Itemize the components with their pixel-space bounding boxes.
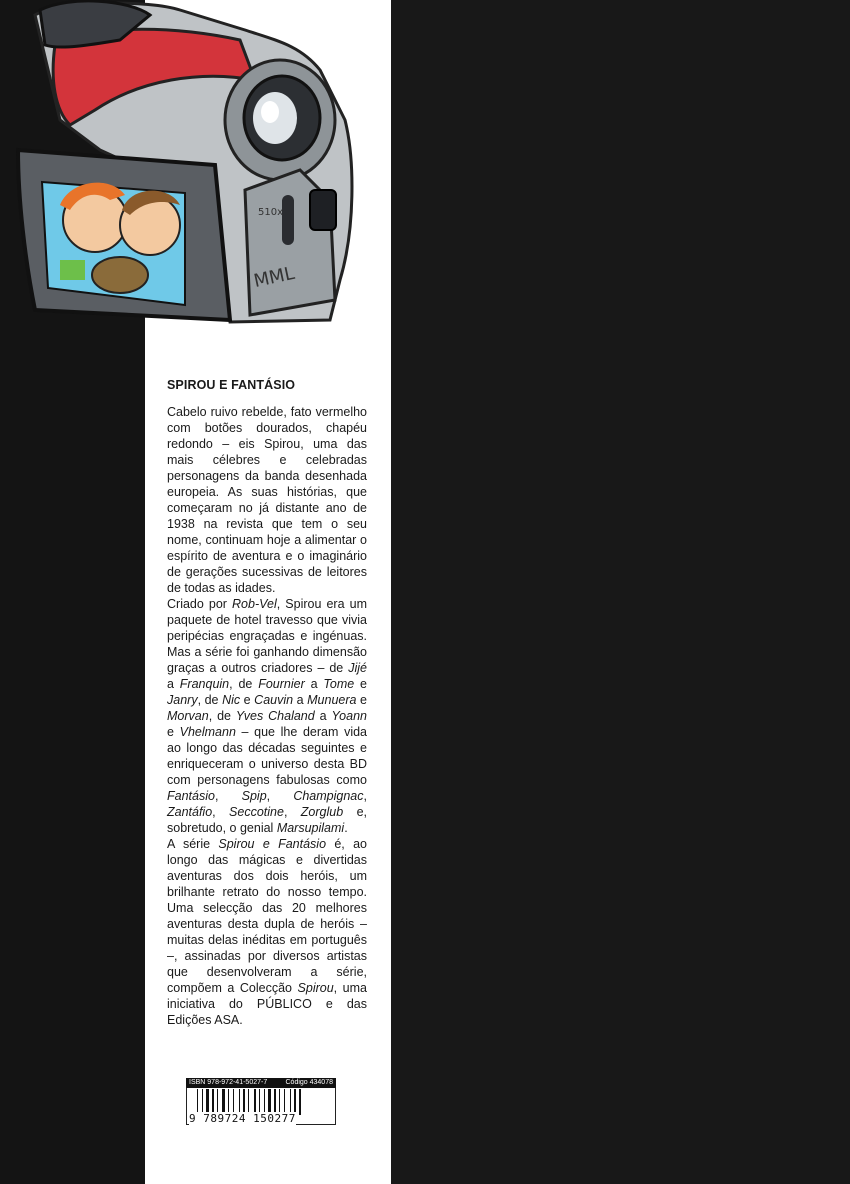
italic-name: Jijé	[348, 661, 367, 675]
barcode	[186, 1078, 336, 1126]
isbn-bar	[186, 1078, 336, 1088]
italic-name: Zorglub	[300, 805, 344, 819]
italic-name: Seccotine	[229, 805, 284, 819]
text-run: a	[304, 677, 324, 691]
text-run: A série	[167, 837, 219, 851]
text-run: e	[167, 725, 180, 739]
text-run: a	[167, 677, 180, 691]
italic-name: Munuera	[307, 693, 357, 707]
text-run: ,	[214, 789, 242, 803]
book-title: SPIROU E FANTÁSIO	[167, 378, 296, 392]
camcorder-illustration	[0, 0, 370, 340]
barcode-line	[299, 1089, 301, 1115]
paragraph	[167, 836, 367, 1028]
italic-name: Yves Chaland	[235, 709, 315, 723]
text-run: ,	[363, 789, 367, 803]
barcode-digits: 9 789724 150277	[189, 1112, 296, 1125]
description-text	[167, 404, 367, 1028]
text-run: Criado por	[167, 597, 233, 611]
barcode-bars	[186, 1088, 336, 1125]
text-run: ,	[266, 789, 294, 803]
text-run: , de	[197, 693, 223, 707]
italic-name: Tome	[323, 677, 355, 691]
italic-name: Fournier	[258, 677, 305, 691]
isbn-number: ISBN 978-972-41-5027-7	[189, 1079, 268, 1086]
italic-name: Champignac	[293, 789, 364, 803]
text-run: , de	[229, 677, 259, 691]
brand-label: MML	[251, 262, 297, 292]
text-run: ,	[283, 805, 301, 819]
italic-name: Nic	[222, 693, 241, 707]
text-run: a	[314, 709, 332, 723]
description-block	[167, 378, 367, 1028]
italic-name: Fantásio	[167, 789, 215, 803]
text-run: a	[293, 693, 308, 707]
text-run: e	[354, 677, 367, 691]
italic-name: Zantáfio	[167, 805, 213, 819]
italic-name: Janry	[167, 693, 198, 707]
italic-name: Spirou e Fantásio	[218, 837, 327, 851]
product-code: Código 434078	[285, 1079, 333, 1086]
italic-name: Cauvin	[254, 693, 294, 707]
text-run: , de	[208, 709, 236, 723]
text-run: e, sobretudo, o genial	[167, 805, 367, 835]
paragraph	[167, 404, 367, 596]
text-run: , Spirou era um paquete de hotel travesso que vivia peripécias engraçadas e ingénuas. Mas a série foi ganhando dimensão graças a outros criadores – de	[167, 597, 367, 675]
italic-name: Vhelmann	[179, 725, 236, 739]
text-run: – que lhe deram vida ao longo das décadas seguintes e enriqueceram o universo desta BD com personagens fabulosas como	[167, 725, 367, 787]
italic-name: Spirou	[297, 981, 334, 995]
italic-name: Morvan	[167, 709, 209, 723]
text-run: Cabelo ruivo rebelde, fato vermelho com botões dourados, chapéu redondo – eis Spirou, uma das mais célebres e celebradas personagens da banda desenhada europeia. As suas histórias, que começaram no já distante ano de 1938 na revista que tem o seu nome, continuam hoje a alimentar o espírito de aventura e o imaginário de gerações sucessivas de leitores de todas as idades.	[167, 405, 367, 595]
text-run: é, ao longo das mágicas e divertidas aventuras dos dois heróis, um brilhante retrato do nosso tempo. Uma selecção das 20 melhores aventuras desta dupla de heróis – muitas delas inéditas em português –, assinadas por diversos artistas que desenvolveram a série, compõem a Colecção	[167, 837, 367, 995]
text-run: e	[356, 693, 367, 707]
text-run: e	[240, 693, 255, 707]
italic-name: Rob-Vel	[232, 597, 277, 611]
paragraph	[167, 596, 367, 836]
text-run: ,	[212, 805, 230, 819]
zoom-label: 510x	[258, 207, 284, 218]
text-run: .	[344, 821, 348, 835]
text-run: , uma iniciativa do PÚBLICO e das Edições ASA.	[167, 981, 367, 1027]
right-black-panel	[391, 0, 850, 1184]
italic-name: Marsupilami	[276, 821, 345, 835]
italic-name: Franquin	[179, 677, 230, 691]
italic-name: Spip	[241, 789, 267, 803]
italic-name: Yoann	[331, 709, 367, 723]
